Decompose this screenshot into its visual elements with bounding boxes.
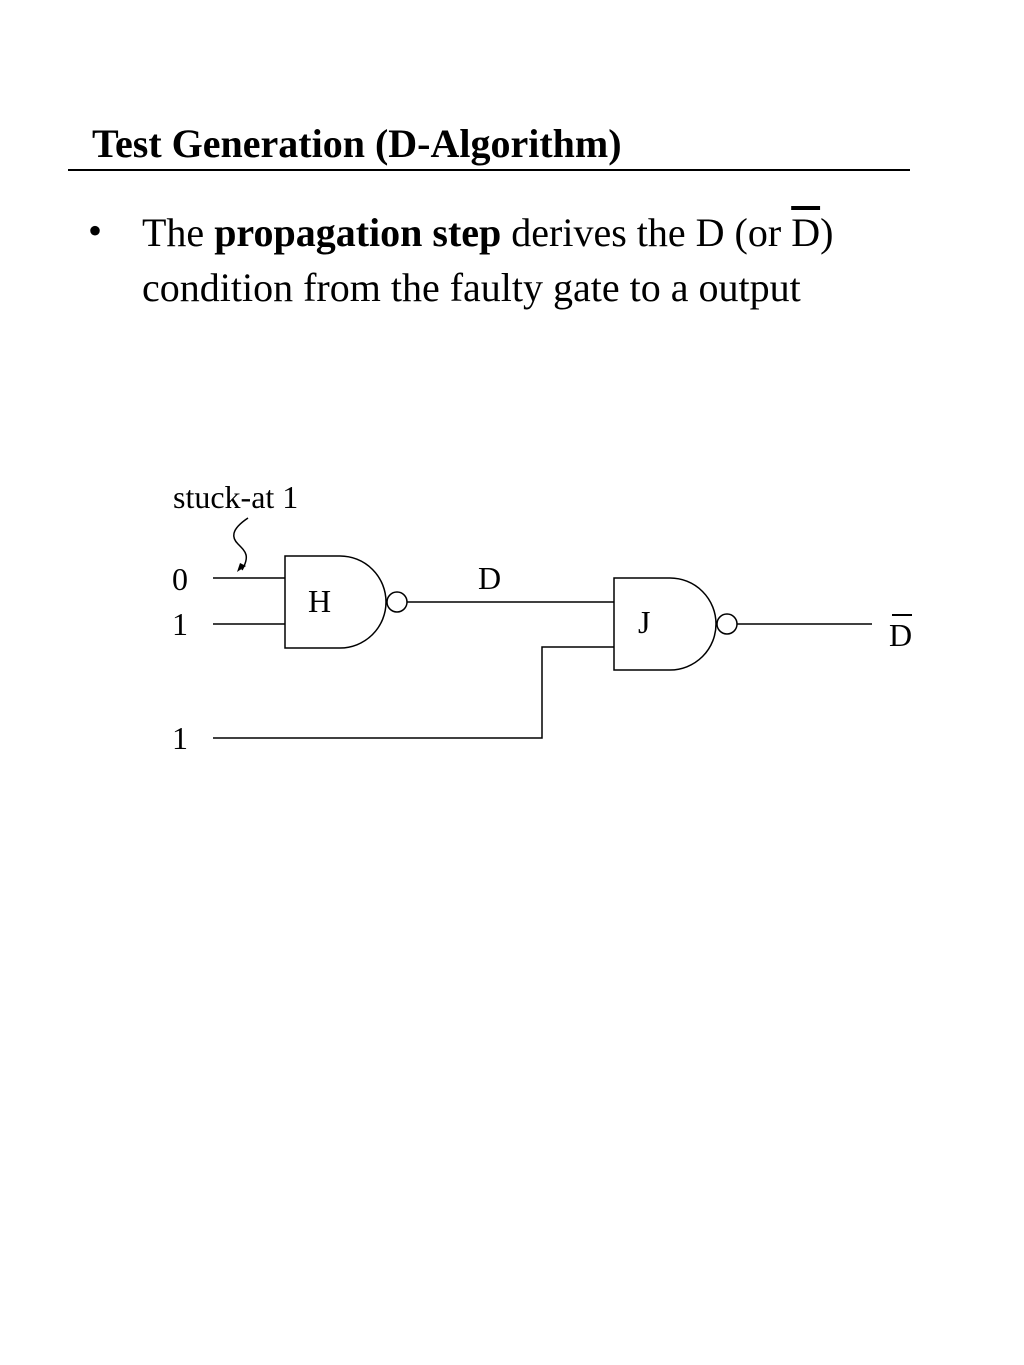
gate-h-body (285, 556, 386, 648)
bullet-pre: The (142, 210, 215, 255)
bullet-mid: derives the D (or (501, 210, 792, 255)
input-label-2: 1 (172, 606, 188, 642)
fault-arrow-squiggle (234, 518, 248, 570)
gate-h-bubble (387, 592, 407, 612)
fault-label: stuck-at 1 (173, 479, 299, 515)
output-d-bar-label: D (889, 617, 913, 653)
gate-j-label: J (638, 604, 651, 640)
input-label-1: 0 (172, 561, 188, 597)
gate-h-label: H (308, 583, 332, 619)
bullet-d-bar: $\overline{D}$ (791, 210, 821, 255)
wire-d-label: D (478, 560, 502, 596)
wire-input-3 (213, 647, 614, 738)
slide-title: Test Generation (D-Algorithm) (92, 121, 622, 166)
input-label-3: 1 (172, 720, 188, 756)
bullet-post: ) condition from the faulty gate to a output (142, 210, 834, 310)
bullet-marker: • (88, 208, 103, 253)
gate-j-body (614, 578, 716, 670)
bullet-bold-term: propagation step (214, 210, 502, 255)
gate-j-bubble (717, 614, 737, 634)
